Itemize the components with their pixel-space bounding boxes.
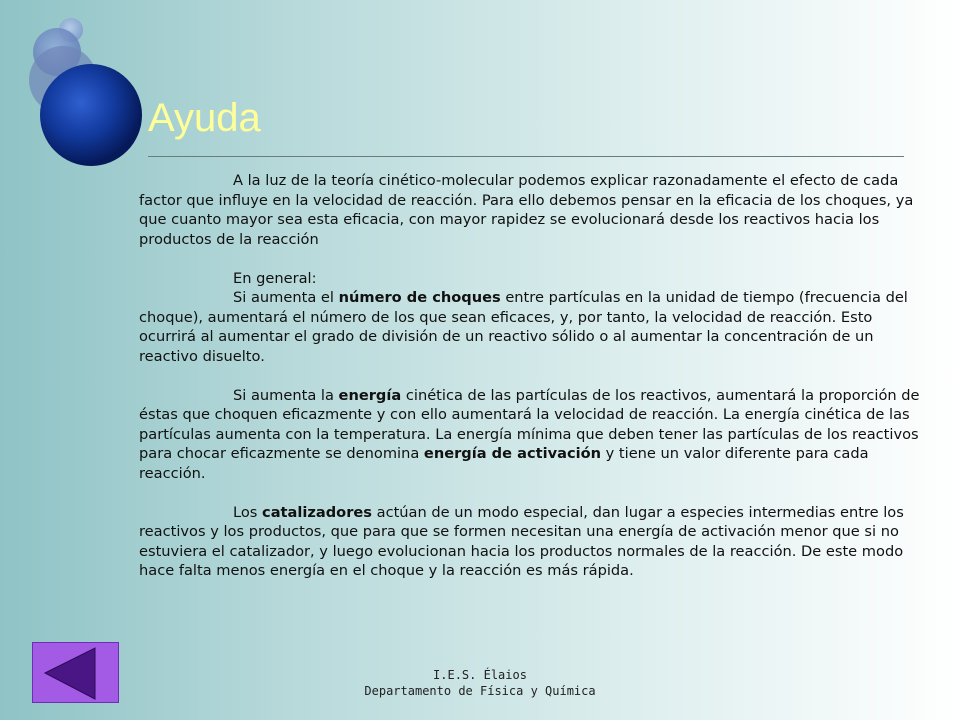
footer-department: Departamento de Física y Química [364,684,596,698]
paragraph-energy: Si aumenta la energía cinética de las partículas de los reactivos, aumentará la proporción de éstas que choquen eficazmente y con ello aumentará la velocidad de reacción. La energía cinética de las partículas aumenta con la temperatura. La energía mínima que deben tener las partículas de los reactivos para chocar eficazmente se denomina energía de activación y tiene un valor diferente para cada reacción. [139,386,920,482]
term-catalysts: catalizadores [262,503,372,521]
term-activation-energy: energía de activación [423,445,602,462]
footer-school: I.E.S. Élaios [433,668,527,682]
paragraph-intro: A la luz de la teoría cinético-molecular podemos explicar razonadamente el efecto de cada factor que influye en la velocidad de reacción. Para ello debemos pensar en la eficacia de los choques, ya que cuanto mayor sea esta eficacia, con mayor rapidez se evolucionará desde los reactivos hacia los productos de la reacción [139,172,914,248]
help-body [139,171,925,581]
paragraph-catalysts: Los catalizadores actúan de un modo especial, dan lugar a especies intermedias entre los reactivos y los productos, que para que se formen necesitan una energía de activación menor que si no estuviera el catalizador, y luego evolucionan hacia los productos normales de la reacción. De este modo hace falta menos energía en el choque y la reacción es más rápida. [139,503,904,579]
paragraph-collisions: Si aumenta el número de choques entre partículas en la unidad de tiempo (frecuencia del choque), aumentará el número de los que sean eficaces, y, por tanto, la velocidad de reacción. Esto ocurrirá al aumentar el grado de división de un reactivo sólido o al aumentar la concentración de un reactivo disuelto. [139,289,908,365]
paragraph-general-label: En general: [233,269,317,287]
title-divider [148,156,904,157]
term-energy: energía [338,386,402,404]
bubble-large [40,64,142,166]
page-title: Ayuda [148,96,261,140]
decorative-bubbles [0,0,150,200]
term-collisions: número de choques [338,289,501,306]
